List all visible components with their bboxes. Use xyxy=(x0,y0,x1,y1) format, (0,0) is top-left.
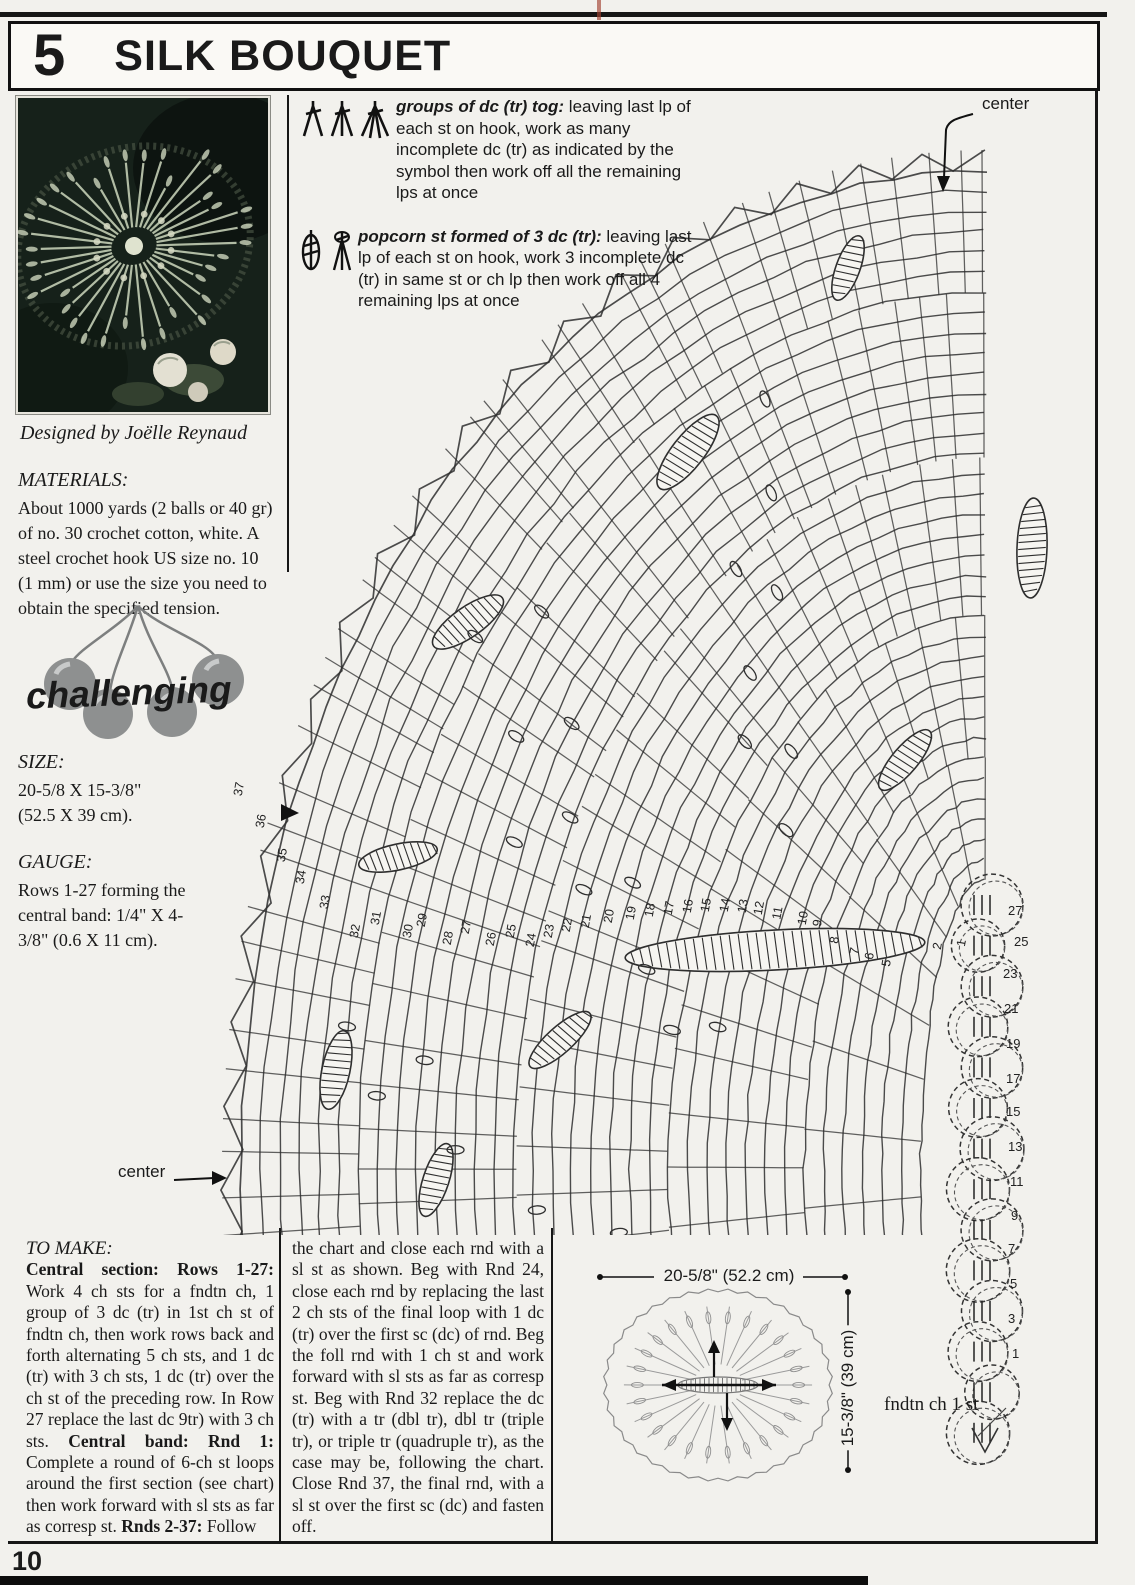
text-run: Central band: Rnd 1: xyxy=(68,1430,275,1451)
text-line: (1 mm) or use the size you need to xyxy=(18,573,267,593)
instructions-text-1 xyxy=(26,1259,274,1537)
round-number: 25 xyxy=(502,922,520,940)
round-number: 33 xyxy=(316,893,334,911)
band-row-number: 27 xyxy=(1008,903,1023,918)
legend-item-dc-together xyxy=(300,96,702,204)
round-number: 36 xyxy=(252,812,270,830)
round-number: 35 xyxy=(273,846,291,864)
round-number: 10 xyxy=(794,909,812,927)
round-number: 13 xyxy=(734,897,752,915)
legend-item-popcorn xyxy=(300,226,702,312)
round-number: 27 xyxy=(457,918,475,936)
round-number: 5 xyxy=(878,958,894,968)
foundation-chain-label: fndtn ch 1 st xyxy=(884,1394,979,1415)
round-number: 2 xyxy=(929,941,945,951)
pattern-title: SILK BOUQUET xyxy=(114,31,452,80)
band-row-number: 23 xyxy=(1003,966,1018,981)
doily-photo-image xyxy=(18,98,268,412)
round-number: 31 xyxy=(367,909,385,927)
designer-caption: Designed by Joëlle Reynaud xyxy=(20,422,248,444)
materials-section xyxy=(18,468,272,621)
text-run: Central section: Rows 1-27: xyxy=(26,1259,274,1280)
round-number: 24 xyxy=(522,931,540,949)
band-row-number: 7 xyxy=(1008,1241,1016,1256)
text-line: (52.5 X 39 cm). xyxy=(18,805,133,825)
round-number: 19 xyxy=(622,904,640,922)
round-number: 15 xyxy=(697,896,715,914)
symbol-legend xyxy=(300,96,702,334)
to-make-heading: TO MAKE: xyxy=(26,1238,113,1259)
band-row-number: 21 xyxy=(1004,1001,1019,1016)
band-row-number: 25 xyxy=(1014,934,1029,949)
band-row-number: 3 xyxy=(1008,1311,1016,1326)
gauge-section xyxy=(18,850,185,953)
text-run: Rnds 2-37: xyxy=(121,1516,203,1537)
text-line: 3/8" (0.6 X 11 cm). xyxy=(18,930,158,950)
text-run: the chart and close each rnd with a sl st as shown. Beg with Rnd 24, close each rnd by replacing the last 2 ch sts of the final loop with 1 dc (tr) over the first sc (dc) of rnd. Beg the foll rnd with 1 ch st and work forward with sl sts as far as corresp st. Beg with Rnd 32 replace the dc (tr) with a tr (dbl tr), dbl tr (triple tr), or triple tr (quadruple tr), as the case may be, following the chart. Close Rnd 37, the final rnd, with a sl st over the first sc (dc) and fasten off. xyxy=(292,1238,544,1537)
legend-text: popcorn st formed of 3 dc (tr): leaving last lp of each st on hook, work 3 incomplete dc (tr) in same st or ch lp then work off all 4 remaining lps at once xyxy=(358,226,692,310)
text-line: 20-5/8 X 15-3/8" xyxy=(18,780,142,800)
round-number: 11 xyxy=(769,905,786,921)
center-label-top: center xyxy=(982,94,1030,113)
round-number: 29 xyxy=(413,911,431,929)
band-row-number: 11 xyxy=(1010,1174,1024,1189)
doily-photo xyxy=(18,98,268,412)
text-run: Work 4 ch sts for a fndtn ch, 1 group of 3 dc (tr) in 1st ch st of fndtn ch, then work rows back and forth alternating 5 ch sts, and 1 dc (tr) with 3 ch sts, 1 dc (tr) over the ch st of the preceding row. In Row 27 replace the last dc 9tr) with 3 ch sts. xyxy=(26,1280,274,1451)
round-number: 28 xyxy=(439,929,457,947)
round-number: 30 xyxy=(399,922,417,940)
text-run: Complete a round of 6-ch st loops around the first section (see chart) then work forward with sl sts as far as corresp st. xyxy=(26,1452,274,1537)
round-number: 23 xyxy=(540,922,558,940)
text-line: Rows 1-27 forming the xyxy=(18,880,186,900)
difficulty-badge: challenging xyxy=(25,668,233,717)
schematic-height-label: 15-3/8" (39 cm) xyxy=(838,1326,858,1451)
band-row-number: 13 xyxy=(1008,1139,1023,1154)
round-number: 9 xyxy=(809,918,825,928)
round-number: 18 xyxy=(641,901,659,919)
text-line: steel crochet hook US size no. 10 xyxy=(18,548,259,568)
pattern-number: 5 xyxy=(33,23,67,88)
instructions-column-2 xyxy=(292,1238,544,1538)
dc-together-icon xyxy=(300,96,396,204)
band-row-number: 9 xyxy=(1011,1208,1019,1223)
round-number: 34 xyxy=(292,868,310,886)
size-text xyxy=(18,778,141,828)
round-number: 37 xyxy=(230,780,248,798)
text-line: central band: 1/4" X 4- xyxy=(18,905,184,925)
round-number: 26 xyxy=(482,930,500,948)
pattern-header xyxy=(8,21,1100,91)
legend-text: groups of dc (tr) tog: leaving last lp of each st on hook, work as many incomplete dc (tr) as indicated by the symbol then work off all the remaining lps at once xyxy=(396,97,691,202)
size-heading: SIZE: xyxy=(18,751,65,773)
round-number: 20 xyxy=(600,907,618,925)
round-number: 6 xyxy=(861,951,877,961)
center-label-left: center xyxy=(118,1162,166,1181)
instructions-column-1 xyxy=(26,1238,274,1538)
popcorn-icon xyxy=(300,226,358,312)
gauge-text xyxy=(18,878,185,953)
page-number: 10 xyxy=(12,1546,43,1576)
band-row-number: 17 xyxy=(1006,1071,1021,1086)
text-run: Follow xyxy=(202,1516,257,1537)
gauge-heading: GAUGE: xyxy=(18,851,93,873)
text-line: About 1000 yards (2 balls or 40 gr) xyxy=(18,498,273,518)
text-line: obtain the specified tension. xyxy=(18,598,220,618)
round-number: 1 xyxy=(953,938,969,948)
round-number: 21 xyxy=(577,912,595,930)
band-row-number: 5 xyxy=(1010,1276,1018,1291)
band-row-number: 15 xyxy=(1006,1104,1021,1119)
round-number: 17 xyxy=(660,899,678,917)
schematic-width-label: 20-5/8" (52.2 cm) xyxy=(655,1266,803,1286)
round-number: 7 xyxy=(846,946,862,956)
band-row-number: 1 xyxy=(1012,1346,1020,1361)
size-section xyxy=(18,750,141,828)
round-number: 8 xyxy=(826,935,842,945)
round-number: 16 xyxy=(679,897,697,915)
band-row-number: 19 xyxy=(1006,1036,1021,1051)
round-number: 22 xyxy=(558,916,576,934)
instructions-text-2 xyxy=(292,1238,544,1538)
text-line: of no. 30 crochet cotton, white. A xyxy=(18,523,260,543)
round-number: 12 xyxy=(750,899,768,917)
round-number: 32 xyxy=(346,922,364,940)
materials-heading: MATERIALS: xyxy=(18,469,129,491)
round-number: 14 xyxy=(716,896,734,914)
